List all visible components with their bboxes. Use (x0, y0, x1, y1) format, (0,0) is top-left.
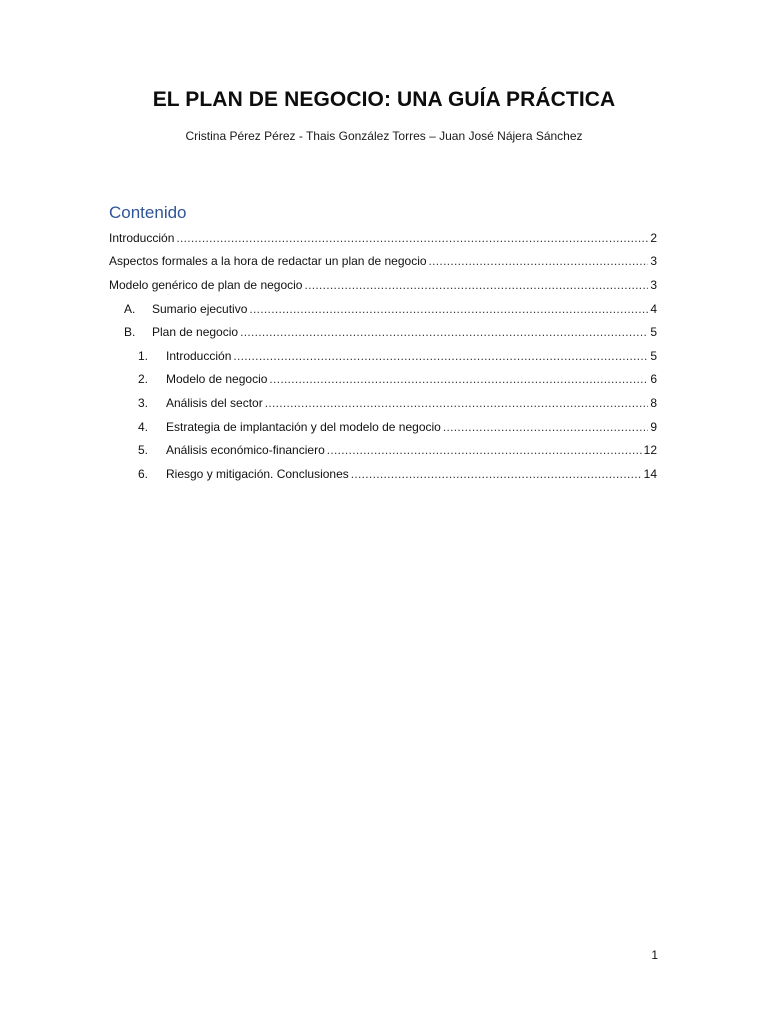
toc-entry-label: Introducción (109, 230, 175, 245)
toc-entry-page: 8 (650, 395, 657, 410)
toc-entry-analisis-del-sector[interactable] (109, 391, 657, 415)
toc-entry-number: 5. (138, 443, 149, 458)
toc-entry-label: Análisis del sector (166, 395, 263, 410)
toc-entry-number: A. (124, 301, 136, 316)
document-authors: Cristina Pérez Pérez - Thais González Torres – Juan José Nájera Sánchez (185, 129, 583, 143)
toc-entry-aspectos-formales[interactable] (109, 250, 657, 274)
toc-entry-label: Aspectos formales a la hora de redactar un plan de negocio (109, 254, 427, 269)
toc-entry-label: Plan de negocio (152, 325, 239, 340)
toc-entry-page: 3 (650, 277, 657, 292)
toc-entry-plan-de-negocio[interactable] (109, 320, 657, 344)
toc-entry-page: 9 (650, 419, 657, 434)
toc-dot-leader (351, 467, 642, 481)
toc-entry-sumario-ejecutivo[interactable] (109, 297, 657, 321)
toc-entry-page: 12 (643, 443, 657, 458)
page-number: 1 (651, 948, 658, 962)
toc-dot-leader (304, 278, 648, 292)
toc-entry-page: 4 (650, 301, 657, 316)
toc-entry-introduccion-sub[interactable] (109, 344, 657, 368)
toc-entry-page: 5 (650, 348, 657, 363)
toc-entry-modelo-generico[interactable] (109, 273, 657, 297)
toc-entry-number: 4. (138, 419, 149, 434)
toc-entry-riesgo-mitigacion[interactable] (109, 462, 657, 486)
toc-entry-analisis-economico[interactable] (109, 438, 657, 462)
toc-dot-leader (233, 349, 648, 363)
toc-entry-page: 3 (650, 254, 657, 269)
toc-dot-leader (265, 396, 649, 410)
document-title: EL PLAN DE NEGOCIO: UNA GUÍA PRÁCTICA (152, 88, 616, 111)
toc-entry-page: 14 (643, 466, 657, 481)
toc-entry-number: B. (124, 325, 136, 340)
toc-dot-leader (429, 254, 649, 268)
toc-dot-leader (327, 443, 642, 457)
toc-dot-leader (269, 372, 648, 386)
toc-entry-introduccion[interactable] (109, 226, 657, 250)
toc-entry-number: 3. (138, 395, 149, 410)
toc-entry-label: Estrategia de implantación y del modelo de negocio (166, 419, 441, 434)
toc-entry-label: Riesgo y mitigación. Conclusiones (166, 466, 349, 481)
toc-entry-page: 2 (650, 230, 657, 245)
toc-dot-leader (249, 302, 648, 316)
toc-entry-page: 6 (650, 372, 657, 387)
toc-entry-estrategia-implantacion[interactable] (109, 415, 657, 439)
toc-entry-label: Introducción (166, 348, 232, 363)
toc-heading: Contenido (109, 203, 187, 222)
toc-entry-label: Modelo genérico de plan de negocio (109, 277, 303, 292)
toc-entry-label: Análisis económico-financiero (166, 443, 325, 458)
toc-entry-modelo-de-negocio[interactable] (109, 368, 657, 392)
toc-dot-leader (240, 325, 648, 339)
toc-entry-label: Sumario ejecutivo (152, 301, 248, 316)
toc-dot-leader (443, 420, 648, 434)
toc-entry-label: Modelo de negocio (166, 372, 268, 387)
toc-entry-number: 1. (138, 348, 149, 363)
toc-dot-leader (176, 231, 648, 245)
toc-entry-number: 6. (138, 466, 149, 481)
table-of-contents (109, 226, 657, 486)
toc-entry-page: 5 (650, 325, 657, 340)
toc-entry-number: 2. (138, 372, 149, 387)
